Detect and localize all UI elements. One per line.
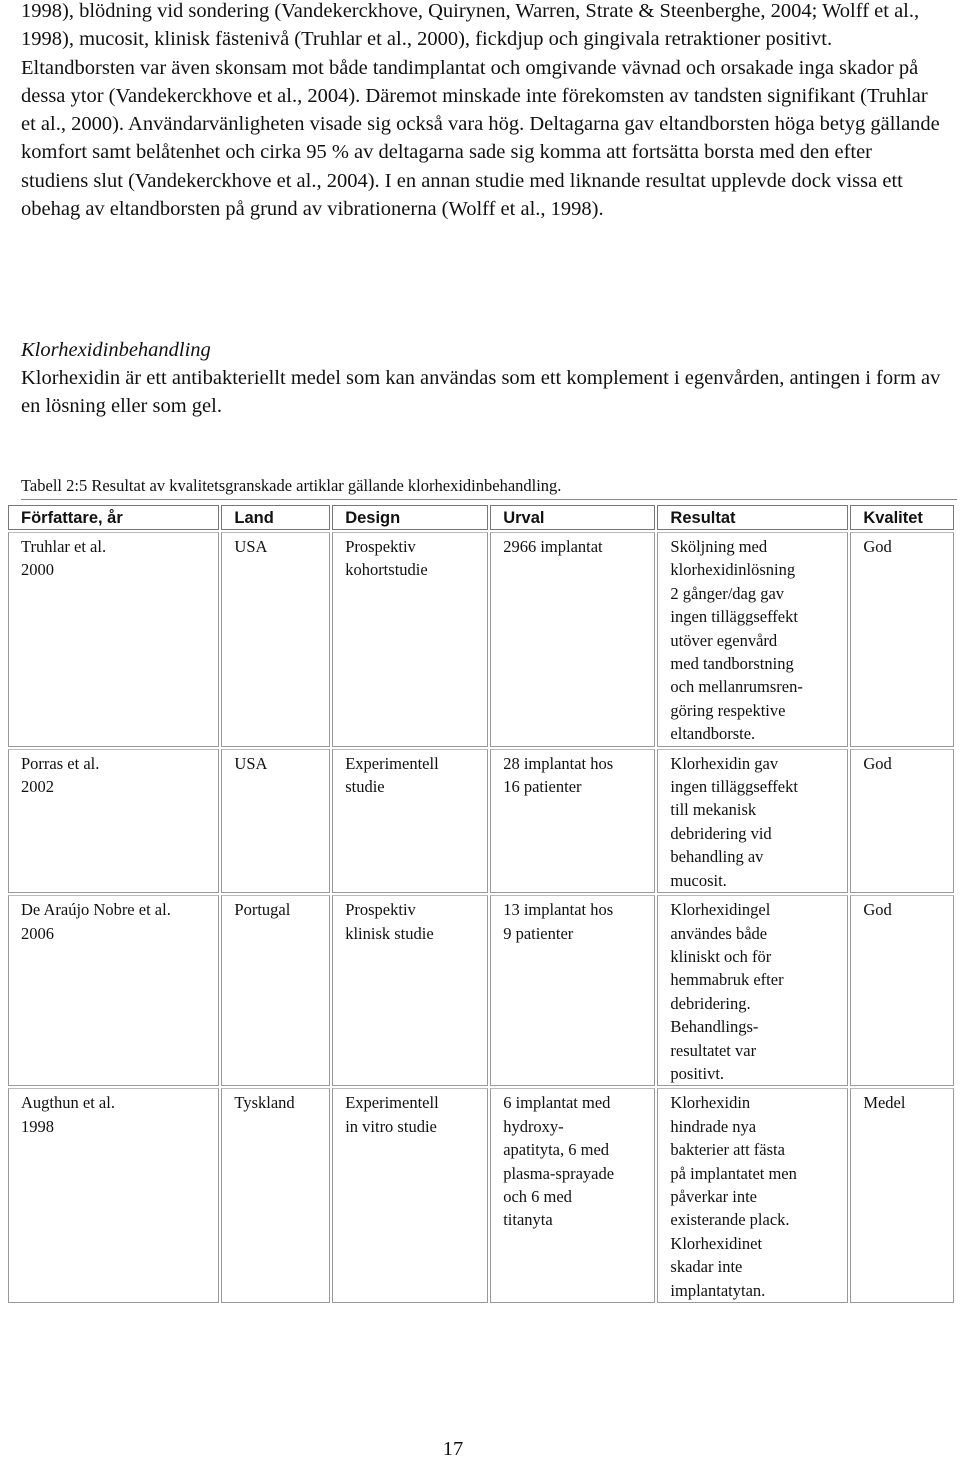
cell-line: 2000 — [21, 560, 54, 580]
cell-line: Porras et al. — [21, 753, 100, 773]
cell-line: implantatytan. — [670, 1280, 766, 1300]
page-number: 17 — [442, 1438, 464, 1460]
cell-line: Tyskland — [234, 1093, 295, 1113]
cell-line: på implantatet men — [670, 1163, 797, 1183]
cell-line: klorhexidinlösning — [670, 560, 796, 580]
caption-divider — [21, 499, 957, 500]
table-cell-design — [332, 1088, 488, 1303]
table-cell-resultat — [657, 895, 848, 1086]
cell-line: existerande plack. — [670, 1210, 790, 1230]
cell-line: 2 gånger/dag gav — [670, 583, 785, 603]
table-cell-resultat — [657, 1088, 848, 1303]
cell-line: 1998 — [21, 1116, 54, 1136]
header-land: Land — [221, 505, 330, 530]
cell-line: plasma-sprayade — [503, 1163, 615, 1183]
cell-line: Klorhexidin gav — [670, 753, 779, 773]
table-cell-land — [221, 749, 330, 893]
cell-line: 2966 implantat — [503, 537, 603, 556]
table-cell-design — [332, 749, 488, 893]
table-header-row — [8, 505, 954, 530]
cell-line: 6 implantat med — [503, 1093, 611, 1113]
cell-line: God — [863, 537, 892, 556]
cell-line: kliniskt och för — [670, 946, 772, 966]
table-cell-resultat — [657, 532, 848, 747]
table-row — [8, 749, 954, 893]
cell-line: titanyta — [503, 1210, 553, 1230]
header-kvalitet: Kvalitet — [850, 505, 954, 530]
cell-line: Portugal — [234, 900, 291, 920]
cell-line: resultatet var — [670, 1040, 757, 1060]
cell-line: utöver egenvård — [670, 630, 778, 650]
cell-line: studie — [345, 777, 385, 797]
table-row — [8, 895, 954, 1086]
cell-line: in vitro studie — [345, 1116, 437, 1136]
table-cell-urval — [490, 749, 655, 893]
cell-line: och mellanrumsren- — [670, 677, 803, 697]
cell-line: hydroxy- — [503, 1116, 564, 1136]
cell-line: 2002 — [21, 777, 54, 797]
cell-line: klinisk studie — [345, 923, 434, 943]
cell-line: 16 patienter — [503, 777, 582, 797]
table-cell-resultat — [657, 749, 848, 893]
table-cell-author — [8, 532, 219, 747]
table-cell-land — [221, 1088, 330, 1303]
cell-line: Prospektiv — [345, 537, 416, 556]
table-cell-kvalitet — [850, 895, 954, 1086]
cell-line: 9 patienter — [503, 923, 574, 943]
cell-line: Klorhexidingel — [670, 900, 771, 920]
cell-line: Klorhexidin — [670, 1093, 751, 1113]
cell-line: med tandborstning — [670, 654, 794, 674]
table-cell-author — [8, 1088, 219, 1303]
cell-line: God — [863, 753, 892, 773]
table-cell-urval — [490, 1088, 655, 1303]
cell-line: ingen tilläggseffekt — [670, 607, 798, 627]
cell-line: till mekanisk — [670, 800, 757, 820]
cell-line: eltandborste. — [670, 724, 756, 744]
header-design: Design — [332, 505, 488, 530]
cell-line: De Araújo Nobre et al. — [21, 900, 171, 920]
section-heading: Klorhexidinbehandling — [21, 339, 211, 361]
cell-line: användes både — [670, 923, 768, 943]
cell-line: Medel — [863, 1093, 906, 1113]
section-paragraph: Klorhexidin är ett antibakteriellt medel som kan användas som ett komplement i egenvården, antingen i form av en lösning eller som gel. — [21, 367, 941, 418]
header-forfattare: Författare, år — [8, 505, 219, 530]
cell-line: Sköljning med — [670, 537, 768, 556]
table-row — [8, 1088, 954, 1303]
table-cell-author — [8, 749, 219, 893]
table-cell-kvalitet — [850, 532, 954, 747]
cell-line: skadar inte — [670, 1257, 743, 1277]
cell-line: Behandlings- — [670, 1017, 759, 1037]
cell-line: Augthun et al. — [21, 1093, 115, 1113]
header-urval: Urval — [490, 505, 655, 530]
cell-line: Experimentell — [345, 1093, 439, 1113]
table-cell-kvalitet — [850, 1088, 954, 1303]
table-cell-land — [221, 532, 330, 747]
table-cell-land — [221, 895, 330, 1086]
cell-line: debridering. — [670, 993, 751, 1013]
table-caption: Tabell 2:5 Resultat av kvalitetsgranskade artiklar gällande klorhexidinbehandling. — [21, 476, 562, 495]
cell-line: hindrade nya — [670, 1116, 757, 1136]
intro-paragraph: 1998), blödning vid sondering (Vandekerckhove, Quirynen, Warren, Strate & Steenberghe, 2004; Wolff et al., 1998), mucosit, klinisk fästenivå (Truhlar et al., 2000), fickdjup och gingivala retraktioner positivt. Eltandborsten var även skonsam mot både tandimplantat och omgivande vävnad och orsakade inga skador på dessa ytor (Vandekerckhove et al., 2004). Däremot minskade inte förekomsten av tandsten signifikant (Truhlar et al., 2000). Användarvänligheten visade sig också vara hög. Deltagarna gav eltandborsten höga betyg gällande komfort samt belåtenhet och cirka 95 % av deltagarna sade sig komma att fortsätta borsta med den efter studiens slut (Vandekerckhove et al., 2004). I en annan studie med liknande resultat upplevde dock vissa ett obehag av eltandborsten på grund av vibrationerna (Wolff et al., 1998). — [21, 0, 940, 221]
cell-line: påverkar inte — [670, 1186, 757, 1206]
cell-line: debridering vid — [670, 823, 772, 843]
cell-line: Truhlar et al. — [21, 537, 107, 556]
results-table — [6, 503, 956, 1305]
table-cell-kvalitet — [850, 749, 954, 893]
table-cell-urval — [490, 532, 655, 747]
cell-line: Prospektiv — [345, 900, 416, 920]
cell-line: 13 implantat hos — [503, 900, 614, 920]
cell-line: positivt. — [670, 1063, 725, 1083]
table-cell-design — [332, 895, 488, 1086]
cell-line: 28 implantat hos — [503, 753, 614, 773]
cell-line: God — [863, 900, 892, 920]
header-resultat: Resultat — [657, 505, 848, 530]
cell-line: Experimentell — [345, 753, 439, 773]
cell-line: och 6 med — [503, 1186, 572, 1206]
table-cell-urval — [490, 895, 655, 1086]
cell-line: ingen tilläggseffekt — [670, 777, 798, 797]
cell-line: USA — [234, 537, 268, 556]
cell-line: USA — [234, 753, 268, 773]
cell-line: mucosit. — [670, 870, 727, 890]
table-cell-author — [8, 895, 219, 1086]
cell-line: Klorhexidinet — [670, 1233, 763, 1253]
cell-line: bakterier att fästa — [670, 1140, 785, 1160]
cell-line: apatityta, 6 med — [503, 1140, 610, 1160]
cell-line: kohortstudie — [345, 560, 428, 580]
table-cell-design — [332, 532, 488, 747]
cell-line: 2006 — [21, 923, 54, 943]
cell-line: hemmabruk efter — [670, 970, 784, 990]
cell-line: behandling av — [670, 847, 764, 867]
table-row — [8, 532, 954, 747]
cell-line: göring respektive — [670, 700, 786, 720]
